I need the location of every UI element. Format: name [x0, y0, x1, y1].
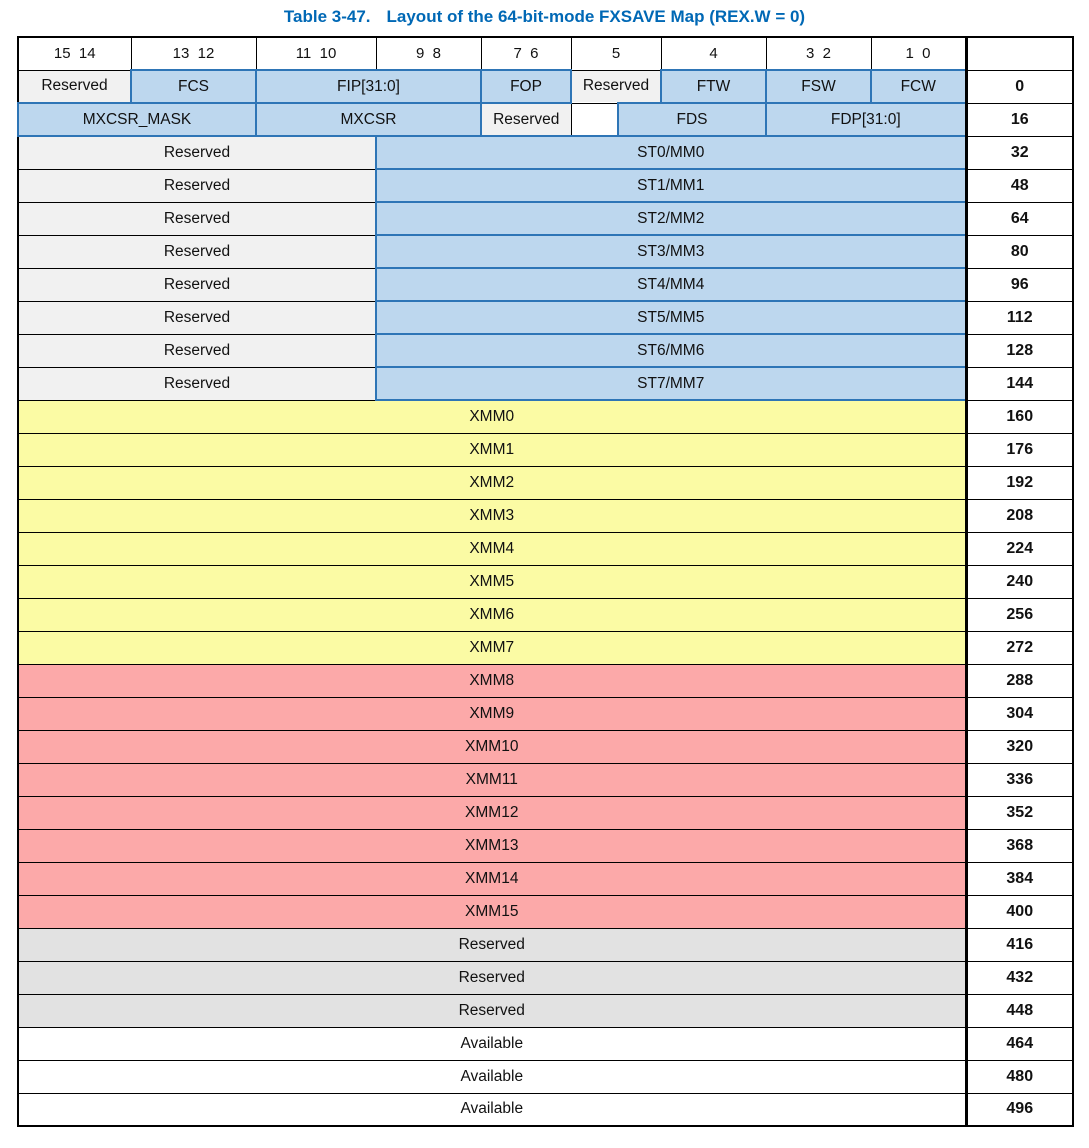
field-cell-reserved: Reserved [18, 235, 376, 268]
map-row-256 [18, 598, 1073, 631]
byte-offset-cell: 144 [966, 367, 1073, 400]
field-cell-xmm6: XMM6 [18, 598, 966, 631]
map-row-416 [18, 928, 1073, 961]
field-cell-xmm13: XMM13 [18, 829, 966, 862]
field-cell-reserved: Reserved [18, 367, 376, 400]
map-row-208 [18, 499, 1073, 532]
map-row-480 [18, 1060, 1073, 1093]
table-caption-number: Table 3-47. [283, 7, 371, 26]
map-row-0 [18, 70, 1073, 103]
field-cell-reserved: Reserved [18, 136, 376, 169]
byte-offset-cell: 368 [966, 829, 1073, 862]
byte-offset-cell: 288 [966, 664, 1073, 697]
byte-offset-cell: 384 [966, 862, 1073, 895]
map-row-496 [18, 1093, 1073, 1126]
field-cell-fcw: FCW [871, 70, 966, 103]
map-row-96 [18, 268, 1073, 301]
field-cell-fip-31-0: FIP[31:0] [256, 70, 481, 103]
byte-offset-cell: 336 [966, 763, 1073, 796]
field-cell-mxcsr-mask: MXCSR_MASK [18, 103, 256, 136]
map-row-384 [18, 862, 1073, 895]
bit-column-header: 15 14 [18, 37, 131, 70]
bit-column-header: 11 10 [256, 37, 376, 70]
field-cell-st3-mm3: ST3/MM3 [376, 235, 966, 268]
map-row-160 [18, 400, 1073, 433]
map-row-112 [18, 301, 1073, 334]
map-row-240 [18, 565, 1073, 598]
byte-offset-cell: 128 [966, 334, 1073, 367]
byte-offset-cell: 464 [966, 1027, 1073, 1060]
map-row-16 [18, 103, 1073, 136]
byte-offset-cell: 448 [966, 994, 1073, 1027]
map-row-32 [18, 136, 1073, 169]
field-cell-fsw: FSW [766, 70, 871, 103]
map-row-320 [18, 730, 1073, 763]
byte-offset-cell: 16 [966, 103, 1073, 136]
field-cell-st4-mm4: ST4/MM4 [376, 268, 966, 301]
bit-column-header: 1 0 [871, 37, 966, 70]
bit-column-header: 7 6 [481, 37, 571, 70]
byte-offset-cell: 416 [966, 928, 1073, 961]
field-cell-xmm9: XMM9 [18, 697, 966, 730]
field-cell-reserved: Reserved [18, 70, 131, 103]
field-cell-ftw: FTW [661, 70, 766, 103]
byte-offset-cell: 432 [966, 961, 1073, 994]
map-row-128 [18, 334, 1073, 367]
bit-column-header: 4 [661, 37, 766, 70]
byte-offset-cell: 48 [966, 169, 1073, 202]
byte-offset-cell: 192 [966, 466, 1073, 499]
byte-offset-cell: 272 [966, 631, 1073, 664]
map-row-368 [18, 829, 1073, 862]
byte-offset-cell: 256 [966, 598, 1073, 631]
field-cell-fds: FDS [618, 103, 766, 136]
field-cell-reserved: Reserved [18, 169, 376, 202]
field-cell-xmm11: XMM11 [18, 763, 966, 796]
field-cell-st0-mm0: ST0/MM0 [376, 136, 966, 169]
field-cell-reserved: Reserved [18, 994, 966, 1027]
map-row-448 [18, 994, 1073, 1027]
field-cell-reserved: Reserved [18, 268, 376, 301]
byte-offset-cell: 240 [966, 565, 1073, 598]
table-caption-text: Layout of the 64-bit-mode FXSAVE Map (REX.W = 0) [386, 7, 806, 26]
map-row-304 [18, 697, 1073, 730]
offset-column-header [966, 37, 1073, 70]
byte-offset-cell: 496 [966, 1093, 1073, 1126]
byte-offset-cell: 304 [966, 697, 1073, 730]
field-cell-xmm2: XMM2 [18, 466, 966, 499]
bit-column-header: 13 12 [131, 37, 256, 70]
field-cell-xmm4: XMM4 [18, 532, 966, 565]
bit-column-header: 3 2 [766, 37, 871, 70]
field-cell-st6-mm6: ST6/MM6 [376, 334, 966, 367]
map-row-400 [18, 895, 1073, 928]
byte-offset-cell: 176 [966, 433, 1073, 466]
table-caption [17, 7, 1072, 27]
field-cell-xmm1: XMM1 [18, 433, 966, 466]
map-row-432 [18, 961, 1073, 994]
map-row-64 [18, 202, 1073, 235]
field-cell-fcs: FCS [131, 70, 256, 103]
byte-offset-cell: 96 [966, 268, 1073, 301]
map-row-144 [18, 367, 1073, 400]
field-cell-available: Available [18, 1060, 966, 1093]
byte-offset-cell: 160 [966, 400, 1073, 433]
byte-offset-cell: 400 [966, 895, 1073, 928]
field-cell-fdp-31-0: FDP[31:0] [766, 103, 966, 136]
field-cell-reserved: Reserved [18, 202, 376, 235]
byte-offset-cell: 224 [966, 532, 1073, 565]
map-row-464 [18, 1027, 1073, 1060]
fxsave-map-table [17, 36, 1074, 1127]
field-cell-reserved: Reserved [481, 103, 571, 136]
field-cell-reserved: Reserved [18, 334, 376, 367]
field-cell-st7-mm7: ST7/MM7 [376, 367, 966, 400]
byte-offset-cell: 320 [966, 730, 1073, 763]
bit-column-header: 5 [571, 37, 661, 70]
map-row-352 [18, 796, 1073, 829]
field-cell-xmm8: XMM8 [18, 664, 966, 697]
bit-header [18, 37, 1073, 70]
byte-offset-cell: 64 [966, 202, 1073, 235]
spacer-cell [571, 103, 618, 136]
map-rows [18, 70, 1073, 1126]
field-cell-reserved: Reserved [18, 961, 966, 994]
map-row-288 [18, 664, 1073, 697]
byte-offset-cell: 0 [966, 70, 1073, 103]
field-cell-reserved: Reserved [18, 301, 376, 334]
map-row-176 [18, 433, 1073, 466]
field-cell-st2-mm2: ST2/MM2 [376, 202, 966, 235]
field-cell-xmm3: XMM3 [18, 499, 966, 532]
map-row-272 [18, 631, 1073, 664]
map-row-224 [18, 532, 1073, 565]
field-cell-xmm14: XMM14 [18, 862, 966, 895]
field-cell-fop: FOP [481, 70, 571, 103]
field-cell-st5-mm5: ST5/MM5 [376, 301, 966, 334]
bit-column-header: 9 8 [376, 37, 481, 70]
field-cell-xmm0: XMM0 [18, 400, 966, 433]
field-cell-xmm15: XMM15 [18, 895, 966, 928]
byte-offset-cell: 208 [966, 499, 1073, 532]
field-cell-available: Available [18, 1027, 966, 1060]
field-cell-reserved: Reserved [571, 70, 661, 103]
field-cell-xmm5: XMM5 [18, 565, 966, 598]
map-row-192 [18, 466, 1073, 499]
byte-offset-cell: 352 [966, 796, 1073, 829]
map-row-336 [18, 763, 1073, 796]
byte-offset-cell: 32 [966, 136, 1073, 169]
byte-offset-cell: 80 [966, 235, 1073, 268]
field-cell-reserved: Reserved [18, 928, 966, 961]
byte-offset-cell: 112 [966, 301, 1073, 334]
field-cell-available: Available [18, 1093, 966, 1126]
field-cell-xmm12: XMM12 [18, 796, 966, 829]
field-cell-xmm10: XMM10 [18, 730, 966, 763]
field-cell-st1-mm1: ST1/MM1 [376, 169, 966, 202]
map-row-48 [18, 169, 1073, 202]
field-cell-mxcsr: MXCSR [256, 103, 481, 136]
bit-header-row [18, 37, 1073, 70]
map-row-80 [18, 235, 1073, 268]
field-cell-xmm7: XMM7 [18, 631, 966, 664]
byte-offset-cell: 480 [966, 1060, 1073, 1093]
